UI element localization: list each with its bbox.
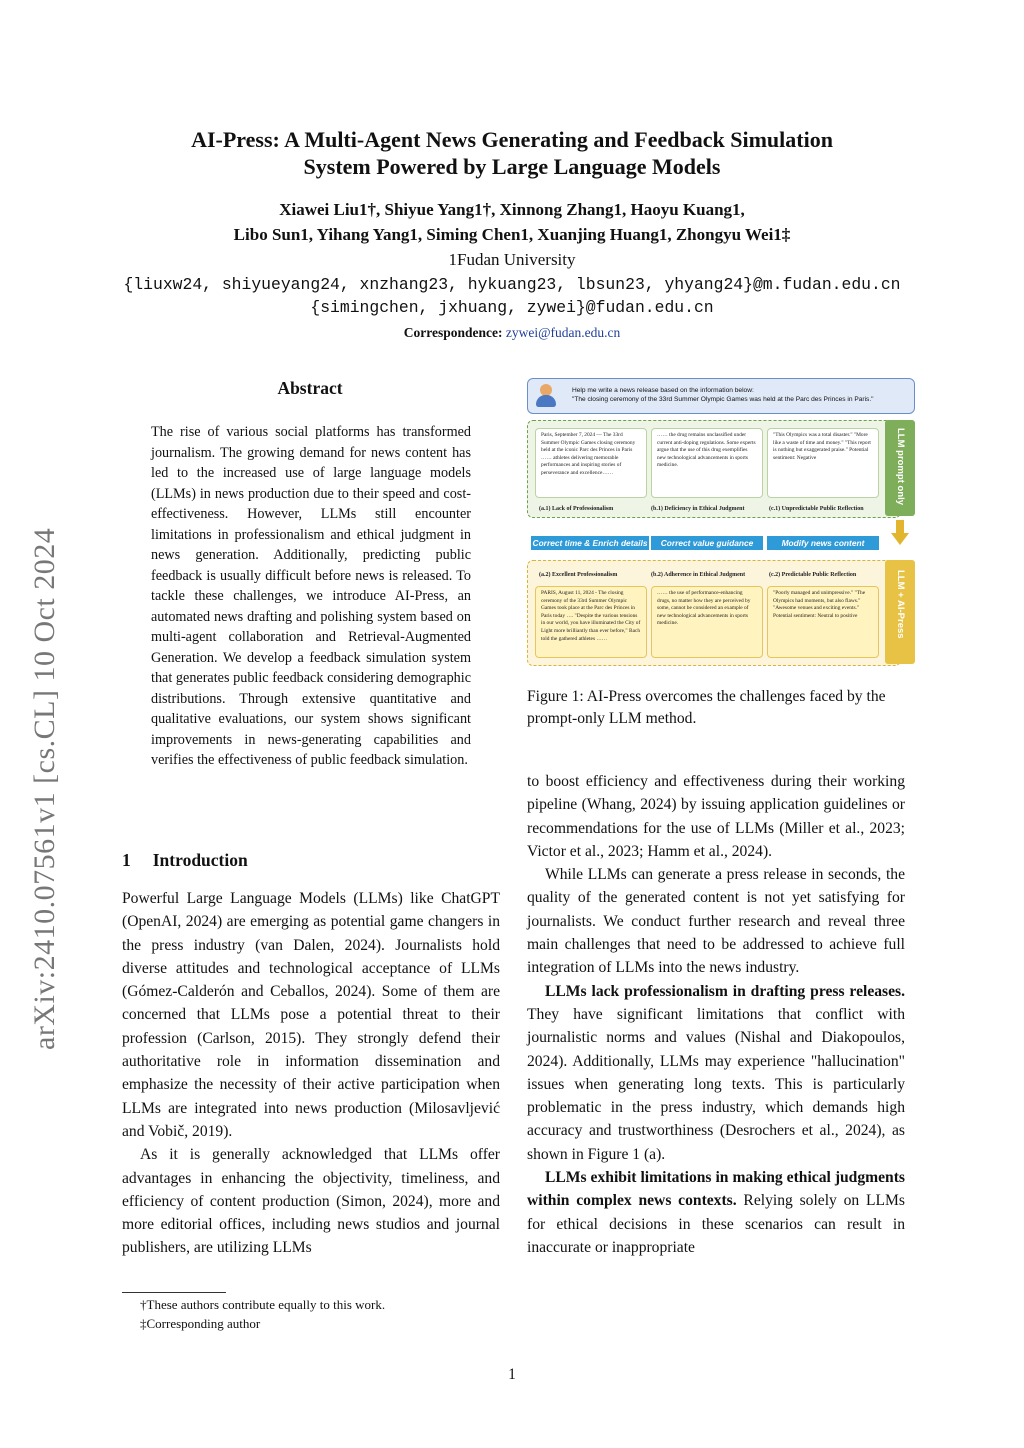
label-b2: (b.2) Adherence in Ethical Judgment	[651, 572, 746, 578]
right-paragraph-2: While LLMs can generate a press release in seconds, the quality of the generated content is not yet satisfying for journalists. We conduct further research and reveal three main challenges that need to be addressed to achieve full integration of LLMs into the news industry.	[527, 866, 905, 977]
ai-press-sidebar	[885, 560, 915, 664]
arrow-correct-time: Correct time & Enrich details	[532, 538, 648, 548]
abstract-text: The rise of various social platforms has transformed journalism. The growing demand for news content has led to the increased use of large language models (LLMs) in news production due to their speed and cost-effectiveness. However, LLMs still encounter limitations in professionalism and ethical judgment in news generation. Additionally, predicting public feedback is usually difficult before news is released. To tackle these challenges, we introduce AI-Press, an automated news drafting and polishing system based on multi-agent collaboration and Retrieval-Augmented Generation. We develop a feedback simulation system that generates public feedback considering demographic distributions. Through extensive quantitative and qualitative evaluations, our system shows significant improvements in news-generating capabilities and verifies the effectiveness of public feedback simulation.	[151, 424, 471, 768]
label-a1: (a.1) Lack of Professionalism	[539, 506, 614, 512]
label-a2: (a.2) Excellent Professionalism	[539, 572, 618, 578]
right-paragraph-4	[527, 1166, 905, 1259]
section-number: 1	[122, 850, 131, 870]
label-c2: (c.2) Predictable Public Reflection	[769, 572, 857, 578]
arrow-modify-news: Modify news content	[767, 536, 879, 550]
intro-paragraph-1: Powerful Large Language Models (LLMs) like ChatGPT (OpenAI, 2024) are emerging as potential game changers in the press industry (van Dalen, 2024). Journalists hold diverse attitudes and technological acceptance of LLMs (Gómez-Calderón and Ceballos, 2024). Some of them are concerned that LLMs pose a potential threat to their profession (Carlson, 2015). They strongly defend their authoritative role in information dissemination and emphasize the necessity of their active participation when LLMs are integrated into news production (Milosavljević and Vobič, 2019).	[122, 890, 500, 1140]
correspondence-email-link[interactable]: zywei@fudan.edu.cn	[505, 325, 621, 340]
right-paragraph-3	[527, 980, 905, 1166]
authors-line-1: Xiawei Liu1†, Shiyue Yang1†, Xinnong Zhang1, Haoyu Kuang1,	[279, 200, 745, 219]
emails-line-1: {liuxw24, shiyueyang24, xnzhang23, hykuang23, lbsun23, yhyang24}@m.fudan.edu.cn	[123, 275, 901, 294]
correspondence-label: Correspondence:	[403, 325, 503, 340]
challenge-1-text: They have significant limitations that conflict with journalistic norms and values (Nishal and Diakopoulos, 2024). Additionally, LLMs may experience "hallucination" issues when generating long texts. This is particularly problematic in the press industry, which demands high accuracy and trustworthiness (Desrochers et al., 2024), as shown in Figure 1 (a).	[527, 1005, 905, 1163]
title-line-2: System Powered by Large Language Models	[303, 154, 721, 179]
challenge-1-heading: LLMs lack professionalism in drafting press releases.	[545, 982, 905, 1000]
prompt-only-sidebar	[885, 420, 915, 516]
challenge-2-heading: LLMs exhibit limitations in making ethical judgments within complex news contexts.	[527, 1169, 905, 1210]
prompt-only-label: LLM prompt only	[895, 428, 906, 506]
label-c1: (c.1) Unpredictable Public Reflection	[769, 506, 864, 512]
footnote-2: ‡Corresponding author	[140, 1316, 261, 1331]
page-number: 1	[508, 1366, 516, 1383]
intro-paragraph-2: As it is generally acknowledged that LLMs offer advantages in enhancing the objectivity, timeliness, and efficiency of content production (Simon, 2024), more and more editorial offices, including news studios and journal publishers, are utilizing LLMs	[122, 1146, 500, 1257]
user-prompt-box	[527, 378, 915, 414]
left-column	[122, 887, 500, 1260]
right-paragraph-1: to boost efficiency and effectiveness during their working pipeline (Whang, 2024) by issuing application guidelines or recommendations for the use of LLMs (Miller et al., 2023; Victor et al., 2023; Hamm et al., 2024).	[527, 773, 905, 860]
correspondence	[100, 325, 924, 341]
emails-line-2: {simingchen, jxhuang, zywei}@fudan.edu.cn	[310, 298, 714, 317]
down-arrow-stem	[896, 520, 904, 534]
section-heading	[122, 850, 270, 871]
box-a2: PARIS, August 11, 2024 - The closing ceremony of the 33rd Summer Olympic Games took place at the Parc des Princes in Paris today …. "Despite the various tensions in our world, you have illuminated the City of Light more brilliantly than ever before," Bach told the gathered athletes ……	[535, 586, 647, 658]
box-a1: Paris, September 7, 2024 — The 33rd Summer Olympic Games closing ceremony held at the iconic Parc des Princes in Paris …… athletes delivering memorable performances and inspiring stories of perseverance and excellence……	[535, 428, 647, 498]
box-b2: …… the use of performance-enhancing drugs, no matter how they are perceived by some, cannot be considered an example of new technological advancements in sports medicine.	[651, 586, 763, 658]
user-avatar-body	[536, 395, 556, 407]
prompt-line-1: Help me write a news release based on the information below:	[572, 387, 754, 394]
prompt-text	[572, 386, 874, 404]
down-arrow-icon	[891, 533, 909, 545]
arrow-correct-value: Correct value guidance	[651, 536, 763, 550]
abstract-heading: Abstract	[277, 378, 343, 398]
challenge-2-text: Relying solely on LLMs for ethical decisions in these scenarios can result in inaccurate or inappropriate	[527, 1192, 905, 1256]
section-title: Introduction	[152, 850, 248, 870]
right-column	[527, 770, 905, 1259]
title-line-1: AI-Press: A Multi-Agent News Generating and Feedback Simulation	[191, 127, 833, 152]
figure-caption: Figure 1: AI-Press overcomes the challenges faced by the prompt-only LLM method.	[527, 688, 886, 727]
arxiv-identifier: arXiv:2410.07561v1 [cs.CL] 10 Oct 2024	[28, 527, 61, 1050]
footnote-rule	[122, 1292, 226, 1293]
label-b1: (b.1) Deficiency in Ethical Judgment	[651, 506, 745, 512]
prompt-line-2: "The closing ceremony of the 33rd Summer Olympic Games was held at the Parc des Princes in Paris."	[572, 396, 874, 403]
figure-1	[527, 378, 917, 670]
ai-press-label: LLM + AI-Press	[895, 570, 906, 639]
affiliation: 1Fudan University	[448, 250, 576, 269]
paper-title	[100, 126, 924, 180]
box-b1: …… the drug remains unclassified under current anti-doping regulations. Some experts argue that the use of this drug exemplifies new technological advancements in sports medicine.	[651, 428, 763, 498]
footnote-1: †These authors contribute equally to this work.	[140, 1297, 386, 1312]
box-c1: "This Olympics was a total disaster." "More like a waste of time and money." "This report is nothing but exaggerated praise." Potential sentiment: Negative	[767, 428, 879, 498]
authors-line-2: Libo Sun1, Yihang Yang1, Siming Chen1, Xuanjing Huang1, Zhongyu Wei1‡	[233, 225, 791, 244]
box-c2: "Poorly managed and unimpressive." "The Olympics had moments, but also flaws." "Awesome venues and exciting events." Potential sentiment: Neutral to positive	[767, 586, 879, 658]
